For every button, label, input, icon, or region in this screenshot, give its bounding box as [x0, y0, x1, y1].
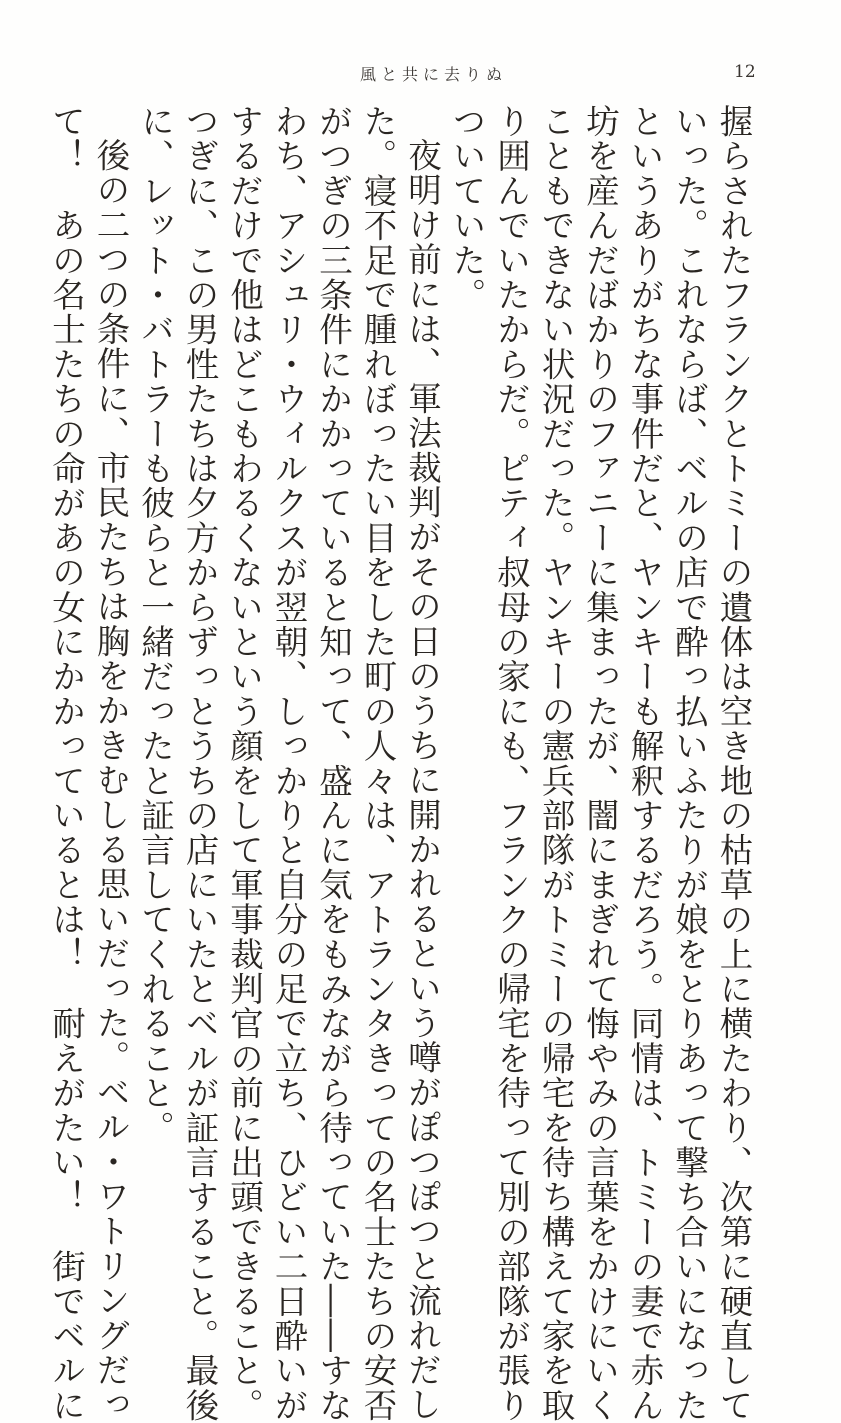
text-line: て！ あの名士たちの命があの女にかかっているとは！ 耐えがたい！ 街でベルに [46, 104, 86, 1423]
text-line: するだけで他はどこもわるくないという顔をして軍事裁判官の前に出頭できること。 [224, 104, 264, 1423]
text-line: というありがちな事件だと、ヤンキーも解釈するだろう。同情は、トミーの妻で赤ん [625, 104, 664, 1423]
text-line: 握らされたフランクとトミーの遺体は空き地の枯草の上に横たわり、次第に硬直して [714, 104, 753, 1423]
running-head: 風と共に去りぬ [360, 65, 508, 84]
text-line: た。寝不足で腫れぼったい目をした町の人々は、アトランタきっての名士たちの安否 [358, 104, 397, 1423]
text-line: に、レット・バトラーも彼らと一緒だったと証言してくれること。 [135, 104, 175, 1145]
page-number: 12 [734, 62, 756, 82]
text-line: つぎに、この男性たちは夕方からずっとうちの店にいたとベルが証言すること。最後 [180, 104, 219, 1423]
paragraph-start-line: 夜明け前には、軍法裁判がその日のうちに開かれるという噂がぽつぽつと流れだし [402, 137, 442, 1422]
text-line: いった。これならば、ベルの店で酔っ払いふたりが娘をとりあって撃ち合いになった [669, 104, 709, 1423]
text-line: がつぎの三条件にかかっていると知って、盛んに気をもみながら待っていた――すな [313, 104, 353, 1423]
text-line: わち、アシュリ・ウィルクスが翌朝、しっかりと自分の足で立ち、ひどい二日酔いが [269, 104, 308, 1423]
paragraph-start-line: 後の二つの条件に、市民たちは胸をかきむしる思いだった。ベル・ワトリングだっ [91, 137, 130, 1422]
text-line: こともできない状況だった。ヤンキーの憲兵部隊がトミーの帰宅を待ち構えて家を取 [536, 104, 575, 1423]
text-line: り囲んでいたからだ。ピティ叔母の家にも、フランクの帰宅を待って別の部隊が張り [491, 104, 531, 1423]
body-text [46, 104, 755, 1423]
text-line: ついていた。 [447, 104, 486, 313]
text-line: 坊を産んだばかりのファニーに集まったが、闇にまぎれて悔やみの言葉をかけにいく [580, 104, 620, 1423]
